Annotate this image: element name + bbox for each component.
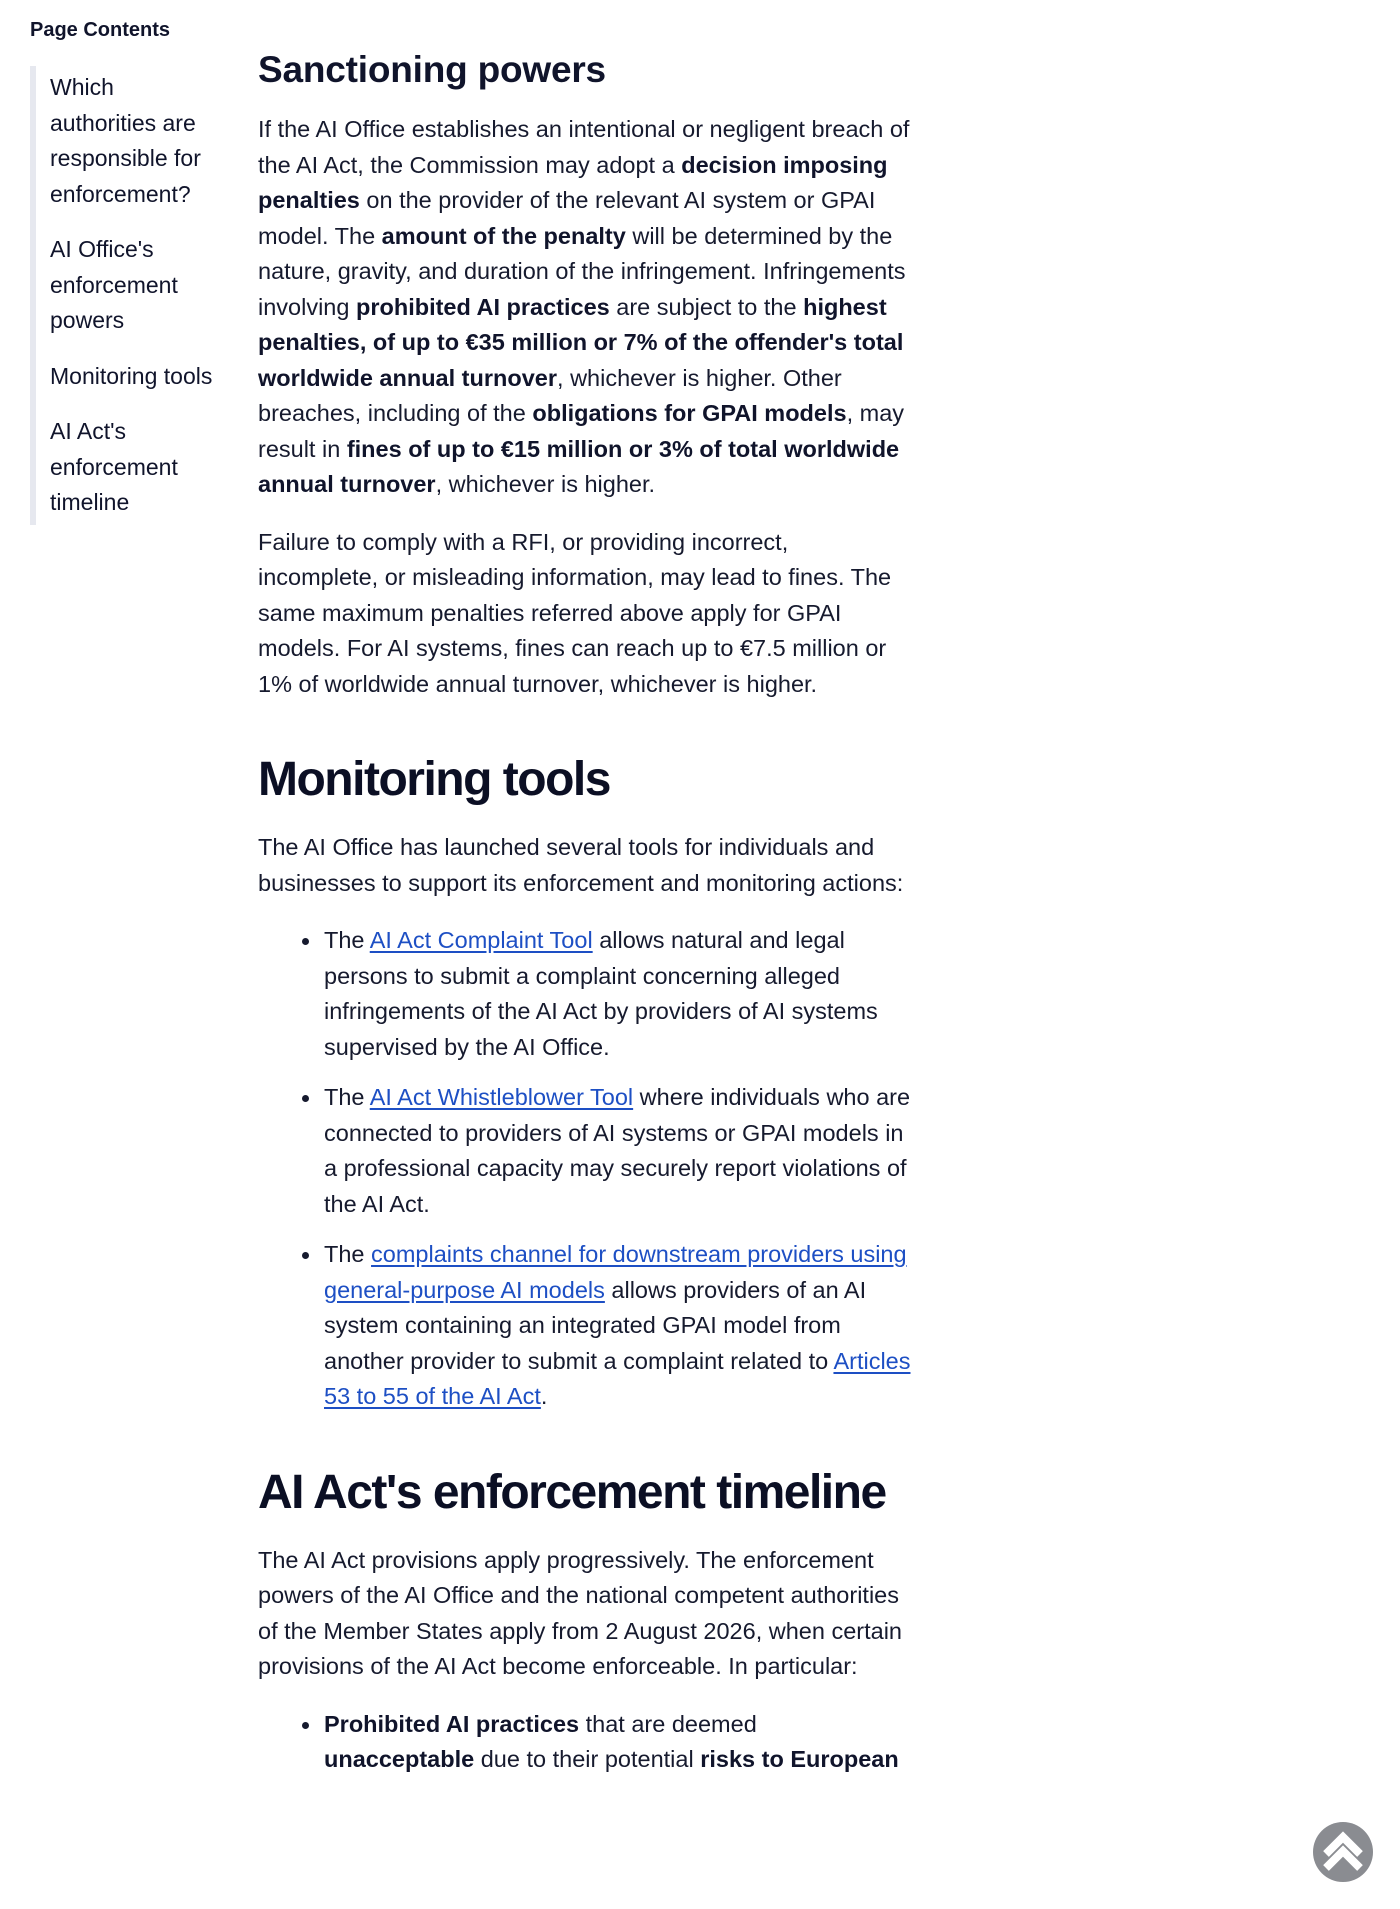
list-item <box>324 1237 913 1415</box>
text-run: on the provider of the relevant AI system or GPAI model. The <box>258 187 876 249</box>
bold-text: prohibited AI practices <box>355 293 610 320</box>
enforcement-timeline-heading: AI Act's enforcement timeline <box>258 1465 886 1519</box>
text-run: allows providers of an AI system containing an integrated GPAI model from another provider to submit a complaint related to <box>324 1276 867 1374</box>
bold-text: risks to European <box>700 1746 899 1772</box>
toc-link-enforcement-powers[interactable]: AI Office's enforcement powers <box>50 236 178 333</box>
bold-text: decision imposing penalties <box>258 151 888 213</box>
text-run: If the AI Office establishes an intentional or negligent breach of the AI Act, the Commission may adopt a <box>258 116 910 178</box>
text-run: that are deemed <box>579 1710 757 1737</box>
sidebar-title: Page Contents <box>30 19 171 41</box>
text-run: The <box>324 1241 372 1267</box>
text-run: The <box>324 927 370 953</box>
monitoring-tools-list <box>258 923 913 1415</box>
chevron-up-icon <box>1313 1822 1373 1882</box>
articles-53-55-link[interactable]: Articles 53 to 55 of the AI Act <box>324 1347 911 1409</box>
bold-text: highest penalties, of up to €35 million or 7% of the offender's total worldwide annual turnover <box>258 293 904 391</box>
text-run: , whichever is higher. <box>435 471 656 497</box>
toc-link-authorities[interactable]: Which authorities are responsible for enforcement? <box>50 74 201 207</box>
section-monitoring-tools <box>258 750 913 1415</box>
toc-link-monitoring-tools[interactable]: Monitoring tools <box>50 362 213 389</box>
list-item <box>324 923 913 1065</box>
bold-text: fines of up to €15 million or 3% of total worldwide annual turnover <box>258 435 900 497</box>
text-run: are subject to the <box>609 293 804 320</box>
toc-item <box>50 414 220 521</box>
main-content <box>258 40 913 1793</box>
timeline-intro: The AI Act provisions apply progressively. The enforcement powers of the AI Office and the national competent authorities of the Member States apply from 2 August 2026, when certain provisions of the AI Act become enforceable. In particular: <box>258 1546 903 1679</box>
bold-text: amount of the penalty <box>381 222 626 249</box>
text-run: , may result in <box>258 400 905 462</box>
timeline-list <box>258 1707 913 1778</box>
toc-item <box>50 359 220 395</box>
toc-item <box>50 232 220 339</box>
page-contents-sidebar <box>30 16 220 525</box>
back-to-top-button[interactable] <box>1313 1822 1373 1882</box>
bold-text: obligations for GPAI models <box>532 400 847 426</box>
complaint-tool-link[interactable]: AI Act Complaint Tool <box>369 927 593 953</box>
sanctioning-powers-heading: Sanctioning powers <box>258 49 606 90</box>
downstream-providers-channel-link[interactable]: complaints channel for downstream providers using general-purpose AI models <box>324 1241 907 1303</box>
section-sanctioning-powers <box>258 46 913 702</box>
text-run: where individuals who are connected to providers of AI systems or GPAI models in a professional capacity may securely report violations of the AI Act. <box>324 1084 911 1217</box>
monitoring-tools-heading: Monitoring tools <box>258 753 610 806</box>
toc-link-enforcement-timeline[interactable]: AI Act's enforcement timeline <box>50 418 178 515</box>
text-run: . <box>540 1383 548 1409</box>
text-run: allows natural and legal persons to submit a complaint concerning alleged infringements of the AI Act by providers of AI systems supervised by the AI Office. <box>324 927 878 1060</box>
text-run: due to their potential <box>474 1746 701 1772</box>
bold-text: Prohibited AI practices <box>324 1710 580 1737</box>
bold-text: unacceptable <box>324 1746 475 1772</box>
sanctioning-paragraph-2: Failure to comply with a RFI, or providing incorrect, incomplete, or misleading information, may lead to fines. The same maximum penalties referred above apply for GPAI models. For AI systems, fines can reach up to €7.5 million or 1% of worldwide annual turnover, whichever is higher. <box>258 528 892 697</box>
toc-list <box>30 66 220 525</box>
section-enforcement-timeline <box>258 1463 913 1778</box>
text-run: The <box>324 1084 370 1110</box>
list-item <box>324 1080 913 1222</box>
monitoring-intro: The AI Office has launched several tools for individuals and businesses to support its enforcement and monitoring actions: <box>258 834 904 896</box>
text-run: will be determined by the nature, gravity, and duration of the infringement. Infringements involving <box>258 222 906 320</box>
text-run: , whichever is higher. Other breaches, including of the <box>258 364 842 426</box>
toc-item <box>50 70 220 212</box>
list-item <box>324 1707 913 1778</box>
sanctioning-paragraph-1 <box>258 112 913 503</box>
whistleblower-tool-link[interactable]: AI Act Whistleblower Tool <box>369 1084 634 1110</box>
